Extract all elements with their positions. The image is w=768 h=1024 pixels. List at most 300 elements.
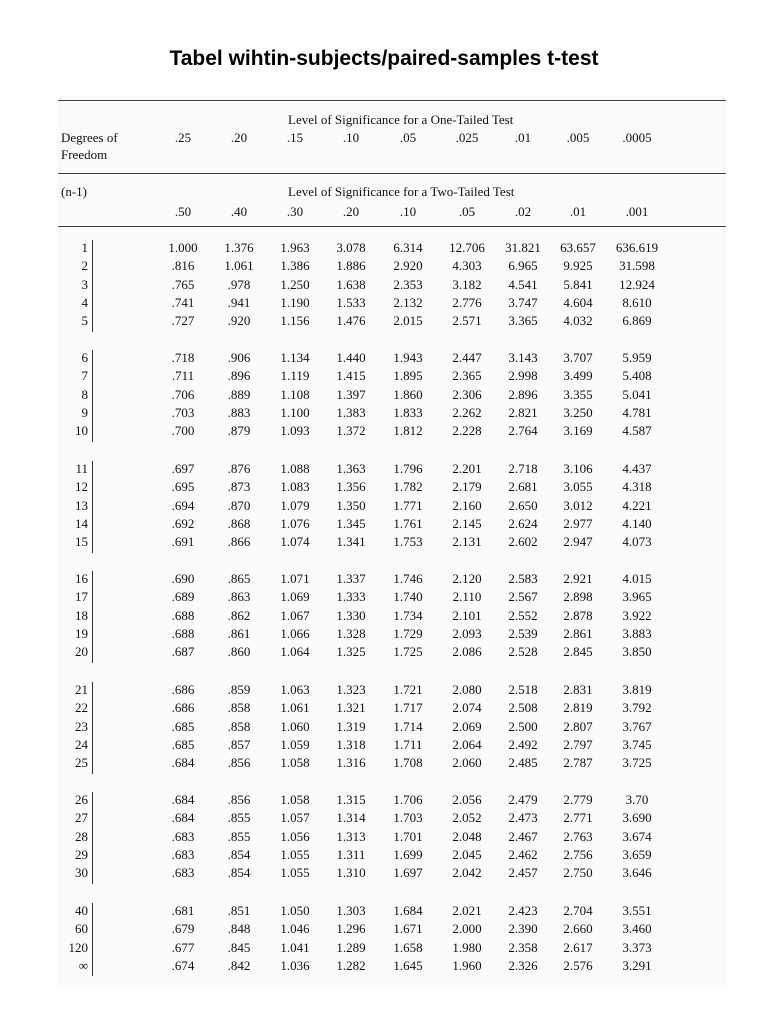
critical-value: .686 <box>171 700 195 715</box>
critical-value: 1.703 <box>393 810 423 825</box>
one-tailed-level: .15 <box>286 130 304 145</box>
df-label-line1: Degrees of <box>61 130 118 145</box>
critical-value: 2.326 <box>508 958 538 973</box>
critical-value: .700 <box>171 423 195 438</box>
critical-value: 1.059 <box>280 737 310 752</box>
critical-value: 2.069 <box>452 719 482 734</box>
df-value: 12 <box>75 479 88 494</box>
critical-value: 3.725 <box>622 755 652 770</box>
critical-value: 1.960 <box>452 958 482 973</box>
critical-value: 1.796 <box>393 461 423 476</box>
critical-value: .920 <box>227 313 251 328</box>
critical-value: 3.745 <box>622 737 652 752</box>
critical-value: 1.311 <box>336 847 366 862</box>
critical-value: 1.061 <box>224 258 254 273</box>
one-tailed-level: .01 <box>514 130 532 145</box>
df-value: 8 <box>81 387 88 402</box>
critical-value: .685 <box>171 737 195 752</box>
critical-value: 1.833 <box>393 405 423 420</box>
critical-value: .694 <box>171 498 195 513</box>
critical-value: 2.779 <box>563 792 593 807</box>
critical-value: 1.282 <box>336 958 366 973</box>
critical-value: 2.492 <box>508 737 538 752</box>
critical-value: 1.067 <box>280 608 310 623</box>
critical-value: 5.041 <box>622 387 652 402</box>
critical-value: 4.032 <box>563 313 593 328</box>
critical-value: 1.350 <box>336 498 366 513</box>
critical-value: 3.70 <box>625 792 649 807</box>
critical-value: 2.042 <box>452 865 482 880</box>
critical-value: 2.179 <box>452 479 482 494</box>
df-value: 16 <box>75 571 88 586</box>
critical-value: 1.645 <box>393 958 423 973</box>
critical-value: .876 <box>227 461 251 476</box>
critical-value: .685 <box>171 719 195 734</box>
critical-value: .687 <box>171 644 195 659</box>
df-sub-label: (n-1) <box>61 184 87 199</box>
critical-value: .689 <box>171 589 195 604</box>
critical-value: .861 <box>227 626 251 641</box>
two-tailed-level: .30 <box>286 204 304 219</box>
critical-value: 1.895 <box>393 368 423 383</box>
critical-value: 4.604 <box>563 295 593 310</box>
critical-value: 1.699 <box>393 847 423 862</box>
critical-value: 1.701 <box>393 829 423 844</box>
critical-value: 1.108 <box>280 387 310 402</box>
critical-value: 1.729 <box>393 626 423 641</box>
critical-value: 1.083 <box>280 479 310 494</box>
df-value: 40 <box>75 903 88 918</box>
critical-value: 1.000 <box>168 240 198 255</box>
critical-value: 1.341 <box>336 534 366 549</box>
critical-value: 1.055 <box>280 865 310 880</box>
critical-value: 1.316 <box>336 755 366 770</box>
df-value: 14 <box>75 516 88 531</box>
critical-value: 2.064 <box>452 737 482 752</box>
critical-value: 2.479 <box>508 792 538 807</box>
critical-value: .848 <box>227 921 251 936</box>
critical-value: 1.943 <box>393 350 423 365</box>
critical-value: 2.898 <box>563 589 593 604</box>
critical-value: 1.746 <box>393 571 423 586</box>
critical-value: .684 <box>171 755 195 770</box>
two-tailed-level: .001 <box>625 204 649 219</box>
one-tailed-level: .05 <box>399 130 417 145</box>
critical-value: 2.358 <box>508 940 538 955</box>
critical-value: 4.015 <box>622 571 652 586</box>
critical-value: 1.314 <box>336 810 366 825</box>
critical-value: 3.792 <box>622 700 652 715</box>
two-tailed-level: .40 <box>230 204 248 219</box>
critical-value: 3.078 <box>336 240 366 255</box>
critical-value: 2.462 <box>508 847 538 862</box>
critical-value: 1.041 <box>280 940 310 955</box>
two-tailed-level: .02 <box>514 204 532 219</box>
df-value: 29 <box>75 847 88 862</box>
critical-value: 2.262 <box>452 405 482 420</box>
df-value: 24 <box>75 737 88 752</box>
critical-value: 3.819 <box>622 682 652 697</box>
critical-value: 2.576 <box>563 958 593 973</box>
critical-value: 1.782 <box>393 479 423 494</box>
one-tailed-level: .20 <box>230 130 248 145</box>
df-value: ∞ <box>78 958 88 973</box>
critical-value: .674 <box>171 958 195 973</box>
one-tailed-level: .25 <box>174 130 192 145</box>
critical-value: .858 <box>227 719 251 734</box>
critical-value: 3.850 <box>622 644 652 659</box>
critical-value: .854 <box>227 847 251 862</box>
critical-value: .906 <box>227 350 251 365</box>
critical-value: 1.372 <box>336 423 366 438</box>
df-value: 20 <box>75 644 88 659</box>
critical-value: 6.314 <box>393 240 423 255</box>
critical-value: 2.807 <box>563 719 593 734</box>
critical-value: .845 <box>227 940 251 955</box>
critical-value: 2.528 <box>508 644 538 659</box>
critical-value: .718 <box>171 350 195 365</box>
critical-value: .858 <box>227 700 251 715</box>
df-value: 3 <box>81 277 88 292</box>
critical-value: 12.706 <box>449 240 485 255</box>
critical-value: 3.355 <box>563 387 593 402</box>
critical-value: 1.313 <box>336 829 366 844</box>
critical-value: 2.518 <box>508 682 538 697</box>
critical-value: 4.587 <box>622 423 652 438</box>
critical-value: .816 <box>171 258 195 273</box>
critical-value: 2.160 <box>452 498 482 513</box>
critical-value: 1.310 <box>336 865 366 880</box>
critical-value: 1.058 <box>280 792 310 807</box>
critical-value: 1.734 <box>393 608 423 623</box>
critical-value: 1.060 <box>280 719 310 734</box>
df-value: 6 <box>81 350 88 365</box>
critical-value: 2.045 <box>452 847 482 862</box>
critical-value: 1.056 <box>280 829 310 844</box>
critical-value: 9.925 <box>563 258 593 273</box>
critical-value: 2.571 <box>452 313 482 328</box>
critical-value: 2.473 <box>508 810 538 825</box>
critical-value: 1.330 <box>336 608 366 623</box>
df-value: 2 <box>81 258 88 273</box>
critical-value: 2.353 <box>393 277 423 292</box>
critical-value: 1.671 <box>393 921 423 936</box>
top-rule <box>58 100 726 101</box>
critical-value: 3.055 <box>563 479 593 494</box>
one-tailed-level: .10 <box>342 130 360 145</box>
critical-value: 2.101 <box>452 608 482 623</box>
df-value: 28 <box>75 829 88 844</box>
two-tailed-level: .10 <box>399 204 417 219</box>
critical-value: 2.021 <box>452 903 482 918</box>
critical-value: .691 <box>171 534 195 549</box>
critical-value: 2.056 <box>452 792 482 807</box>
critical-value: 1.740 <box>393 589 423 604</box>
critical-value: .706 <box>171 387 195 402</box>
critical-value: 2.977 <box>563 516 593 531</box>
df-value: 19 <box>75 626 88 641</box>
critical-value: 2.060 <box>452 755 482 770</box>
critical-value: .855 <box>227 810 251 825</box>
critical-value: 2.110 <box>452 589 482 604</box>
critical-value: .677 <box>171 940 195 955</box>
critical-value: 2.567 <box>508 589 538 604</box>
critical-value: 1.289 <box>336 940 366 955</box>
page-title: Tabel wihtin-subjects/paired-samples t-test <box>169 47 599 70</box>
critical-value: 3.250 <box>563 405 593 420</box>
critical-value: 1.064 <box>280 644 310 659</box>
critical-value: 1.345 <box>336 516 366 531</box>
critical-value: 1.761 <box>393 516 423 531</box>
critical-value: 1.725 <box>393 644 423 659</box>
one-tailed-level: .025 <box>455 130 479 145</box>
critical-value: 1.714 <box>393 719 423 734</box>
critical-value: 4.073 <box>622 534 652 549</box>
critical-value: .857 <box>227 737 251 752</box>
critical-value: 2.920 <box>393 258 423 273</box>
critical-value: .741 <box>171 295 195 310</box>
critical-value: 2.650 <box>508 498 538 513</box>
critical-value: .941 <box>227 295 251 310</box>
critical-value: 2.120 <box>452 571 482 586</box>
critical-value: 1.684 <box>393 903 423 918</box>
critical-value: 1.476 <box>336 313 366 328</box>
df-value: 27 <box>75 810 88 825</box>
critical-value: 2.845 <box>563 644 593 659</box>
critical-value: .690 <box>171 571 195 586</box>
critical-value: 1.303 <box>336 903 366 918</box>
df-value: 60 <box>75 921 88 936</box>
critical-value: .862 <box>227 608 251 623</box>
critical-value: 3.646 <box>622 865 652 880</box>
critical-value: 4.437 <box>622 461 652 476</box>
critical-value: 4.318 <box>622 479 652 494</box>
critical-value: 2.998 <box>508 368 538 383</box>
df-value: 21 <box>75 682 88 697</box>
critical-value: 1.363 <box>336 461 366 476</box>
critical-value: 2.878 <box>563 608 593 623</box>
critical-value: 1.079 <box>280 498 310 513</box>
critical-value: .695 <box>171 479 195 494</box>
critical-value: .865 <box>227 571 251 586</box>
critical-value: 2.365 <box>452 368 482 383</box>
critical-value: 1.860 <box>393 387 423 402</box>
critical-value: 5.959 <box>622 350 652 365</box>
critical-value: .683 <box>171 847 195 862</box>
critical-value: 2.457 <box>508 865 538 880</box>
critical-value: 2.131 <box>452 534 482 549</box>
df-value: 1 <box>81 240 88 255</box>
critical-value: 3.922 <box>622 608 652 623</box>
critical-value: .697 <box>171 461 195 476</box>
df-value: 4 <box>81 295 88 310</box>
df-value: 10 <box>75 423 88 438</box>
critical-value: 3.365 <box>508 313 538 328</box>
critical-value: .855 <box>227 829 251 844</box>
df-label-line2: Freedom <box>61 147 108 162</box>
critical-value: 2.052 <box>452 810 482 825</box>
critical-value: 2.306 <box>452 387 482 402</box>
df-value: 11 <box>75 461 88 476</box>
critical-value: 2.093 <box>452 626 482 641</box>
critical-value: 63.657 <box>560 240 596 255</box>
critical-value: 2.015 <box>393 313 423 328</box>
one-tailed-level: .0005 <box>622 130 652 145</box>
critical-value: 2.819 <box>563 700 593 715</box>
df-value: 17 <box>75 589 88 604</box>
critical-value: 1.190 <box>280 295 310 310</box>
critical-value: 2.423 <box>508 903 538 918</box>
critical-value: 2.500 <box>508 719 538 734</box>
critical-value: 2.776 <box>452 295 482 310</box>
df-value: 23 <box>75 719 88 734</box>
critical-value: 1.638 <box>336 277 366 292</box>
df-separator-bar <box>92 571 93 663</box>
critical-value: 2.201 <box>452 461 482 476</box>
critical-value: 1.315 <box>336 792 366 807</box>
critical-value: 1.071 <box>280 571 310 586</box>
critical-value: 5.841 <box>563 277 593 292</box>
df-value: 25 <box>75 755 88 770</box>
critical-value: 1.319 <box>336 719 366 734</box>
one-tailed-caption: Level of Significance for a One-Tailed Test <box>288 112 514 127</box>
critical-value: 1.328 <box>336 626 366 641</box>
critical-value: .683 <box>171 829 195 844</box>
critical-value: 1.088 <box>280 461 310 476</box>
critical-value: 1.046 <box>280 921 310 936</box>
critical-value: 3.767 <box>622 719 652 734</box>
critical-value: 2.080 <box>452 682 482 697</box>
critical-value: 2.447 <box>452 350 482 365</box>
df-separator-bar <box>92 240 93 332</box>
critical-value: .681 <box>171 903 195 918</box>
critical-value: 3.499 <box>563 368 593 383</box>
critical-value: 1.323 <box>336 682 366 697</box>
critical-value: 1.050 <box>280 903 310 918</box>
critical-value: 8.610 <box>622 295 652 310</box>
critical-value: 1.061 <box>280 700 310 715</box>
critical-value: 2.764 <box>508 423 538 438</box>
df-separator-bar <box>92 350 93 442</box>
critical-value: .863 <box>227 589 251 604</box>
critical-value: .684 <box>171 810 195 825</box>
critical-value: .679 <box>171 921 195 936</box>
critical-value: 3.674 <box>622 829 652 844</box>
critical-value: .856 <box>227 755 251 770</box>
critical-value: .859 <box>227 682 251 697</box>
critical-value: 4.221 <box>622 498 652 513</box>
critical-value: 1.771 <box>393 498 423 513</box>
critical-value: 1.036 <box>280 958 310 973</box>
df-value: 15 <box>75 534 88 549</box>
critical-value: 1.697 <box>393 865 423 880</box>
critical-value: 2.617 <box>563 940 593 955</box>
critical-value: 1.134 <box>280 350 310 365</box>
critical-value: .889 <box>227 387 251 402</box>
critical-value: 2.947 <box>563 534 593 549</box>
critical-value: 2.681 <box>508 479 538 494</box>
critical-value: 1.318 <box>336 737 366 752</box>
critical-value: 1.337 <box>336 571 366 586</box>
critical-value: 2.086 <box>452 644 482 659</box>
df-value: 30 <box>75 865 88 880</box>
critical-value: 6.869 <box>622 313 652 328</box>
critical-value: 1.156 <box>280 313 310 328</box>
critical-value: .765 <box>171 277 195 292</box>
critical-value: 2.132 <box>393 295 423 310</box>
critical-value: 2.508 <box>508 700 538 715</box>
critical-value: 3.182 <box>452 277 482 292</box>
critical-value: 2.787 <box>563 755 593 770</box>
df-separator-bar <box>92 682 93 774</box>
df-value: 9 <box>81 405 88 420</box>
critical-value: .683 <box>171 865 195 880</box>
critical-value: 1.100 <box>280 405 310 420</box>
df-separator-bar <box>92 461 93 553</box>
critical-value: 31.821 <box>505 240 541 255</box>
critical-value: 2.771 <box>563 810 593 825</box>
critical-value: 1.093 <box>280 423 310 438</box>
critical-value: .866 <box>227 534 251 549</box>
critical-value: 31.598 <box>619 258 655 273</box>
critical-value: 3.747 <box>508 295 538 310</box>
critical-value: 1.296 <box>336 921 366 936</box>
critical-value: 2.145 <box>452 516 482 531</box>
critical-value: 1.658 <box>393 940 423 955</box>
critical-value: 2.763 <box>563 829 593 844</box>
critical-value: .711 <box>171 368 195 383</box>
critical-value: 1.753 <box>393 534 423 549</box>
critical-value: .842 <box>227 958 251 973</box>
critical-value: .860 <box>227 644 251 659</box>
critical-value: 3.291 <box>622 958 652 973</box>
critical-value: .688 <box>171 626 195 641</box>
critical-value: 1.376 <box>224 240 254 255</box>
two-tailed-level: .20 <box>342 204 360 219</box>
critical-value: 2.718 <box>508 461 538 476</box>
critical-value: 2.660 <box>563 921 593 936</box>
critical-value: .692 <box>171 516 195 531</box>
critical-value: 2.821 <box>508 405 538 420</box>
critical-value: 2.552 <box>508 608 538 623</box>
critical-value: .978 <box>227 277 251 292</box>
critical-value: 1.356 <box>336 479 366 494</box>
critical-value: 2.583 <box>508 571 538 586</box>
critical-value: 1.055 <box>280 847 310 862</box>
critical-value: 1.321 <box>336 700 366 715</box>
critical-value: 4.140 <box>622 516 652 531</box>
critical-value: 3.460 <box>622 921 652 936</box>
critical-value: 6.965 <box>508 258 538 273</box>
critical-value: 1.074 <box>280 534 310 549</box>
critical-value: .873 <box>227 479 251 494</box>
df-separator-bar <box>92 792 93 884</box>
critical-value: .851 <box>227 903 251 918</box>
two-tailed-level: .01 <box>569 204 587 219</box>
critical-value: 2.861 <box>563 626 593 641</box>
critical-value: 2.896 <box>508 387 538 402</box>
critical-value: 2.048 <box>452 829 482 844</box>
critical-value: 3.373 <box>622 940 652 955</box>
df-value: 26 <box>75 792 88 807</box>
critical-value: .868 <box>227 516 251 531</box>
critical-value: 4.303 <box>452 258 482 273</box>
critical-value: 2.467 <box>508 829 538 844</box>
critical-value: .686 <box>171 682 195 697</box>
df-value: 22 <box>75 700 88 715</box>
critical-value: 1.397 <box>336 387 366 402</box>
critical-value: .703 <box>171 405 195 420</box>
